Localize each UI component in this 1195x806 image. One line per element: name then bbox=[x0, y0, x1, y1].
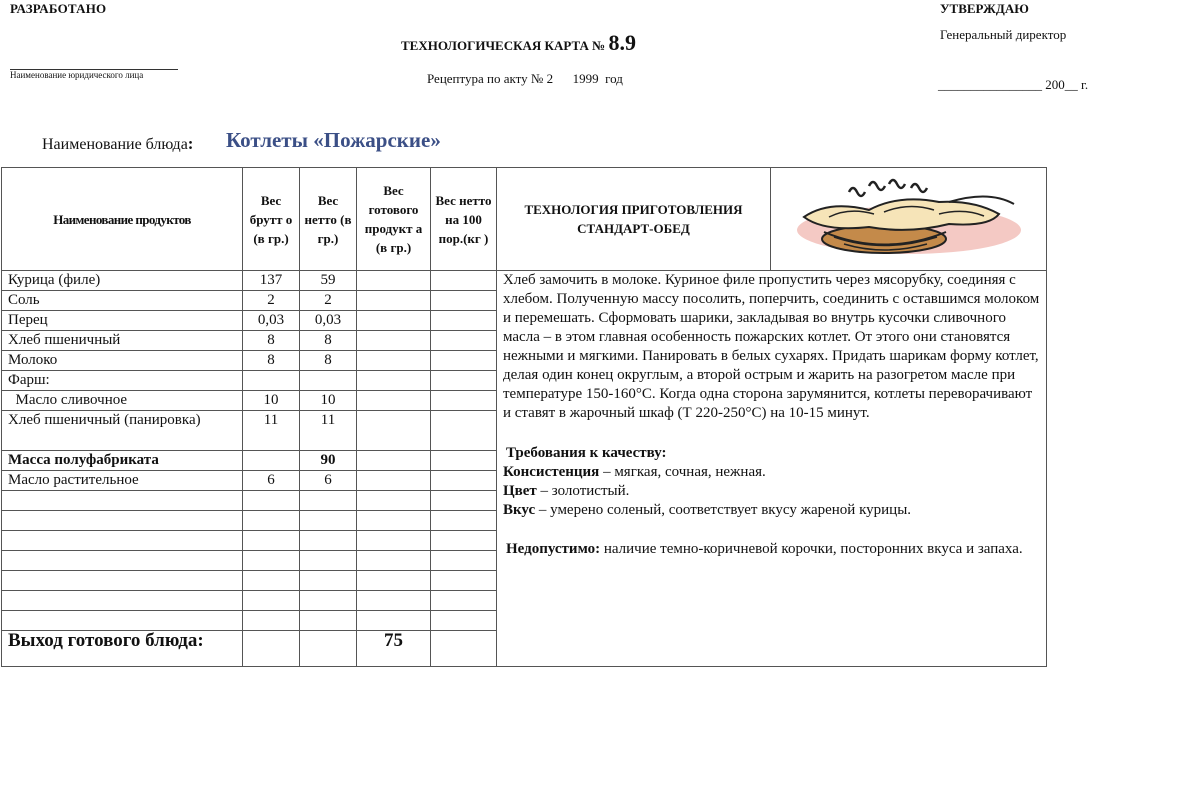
ingredient-net: 8 bbox=[300, 331, 357, 351]
ingredient-finished bbox=[357, 311, 431, 331]
empty-cell bbox=[243, 611, 300, 631]
table-row bbox=[2, 271, 1047, 291]
total-value: 75 bbox=[357, 631, 431, 667]
ingredient-net: 6 bbox=[300, 471, 357, 491]
ingredient-net: 90 bbox=[300, 451, 357, 471]
ingredient-net: 2 bbox=[300, 291, 357, 311]
ingredient-finished bbox=[357, 331, 431, 351]
quality-title: Требования к качеству: bbox=[506, 445, 667, 461]
ingredient-finished bbox=[357, 371, 431, 391]
ingredient-gross: 8 bbox=[243, 351, 300, 371]
ingredient-name: Соль bbox=[2, 291, 243, 311]
ingredient-name: Масло сливочное bbox=[2, 391, 243, 411]
empty-cell bbox=[2, 591, 243, 611]
ingredient-net: 59 bbox=[300, 271, 357, 291]
empty-cell bbox=[300, 511, 357, 531]
ingredient-name: Хлеб пшеничный (панировка) bbox=[2, 411, 243, 451]
dish-name: Котлеты «Пожарские» bbox=[226, 128, 441, 152]
empty-cell bbox=[2, 571, 243, 591]
ingredient-gross: 10 bbox=[243, 391, 300, 411]
empty-cell bbox=[357, 611, 431, 631]
header-net: Вес нетто (в гр.) bbox=[300, 168, 357, 271]
ingredient-rows bbox=[2, 271, 1047, 667]
empty-cell bbox=[431, 511, 497, 531]
empty-cell bbox=[300, 591, 357, 611]
ingredient-net100 bbox=[431, 311, 497, 331]
card-title bbox=[401, 30, 636, 56]
ingredient-name: Фарш: bbox=[2, 371, 243, 391]
empty-cell bbox=[243, 631, 300, 667]
empty-cell bbox=[357, 591, 431, 611]
ingredient-name: Масло растительное bbox=[2, 471, 243, 491]
technology-description bbox=[497, 271, 1047, 667]
ingredient-gross: 137 bbox=[243, 271, 300, 291]
ingredient-net100 bbox=[431, 351, 497, 371]
empty-cell bbox=[300, 551, 357, 571]
bread-basket-icon bbox=[789, 172, 1029, 262]
ingredient-gross: 8 bbox=[243, 331, 300, 351]
empty-cell bbox=[431, 631, 497, 667]
empty-cell bbox=[357, 551, 431, 571]
ingredient-finished bbox=[357, 271, 431, 291]
ingredient-finished bbox=[357, 291, 431, 311]
ingredient-finished bbox=[357, 451, 431, 471]
empty-cell bbox=[243, 571, 300, 591]
header-row bbox=[2, 168, 1047, 271]
ingredient-gross: 0,03 bbox=[243, 311, 300, 331]
empty-cell bbox=[2, 531, 243, 551]
empty-cell bbox=[300, 631, 357, 667]
card-number: 8.9 bbox=[608, 30, 636, 55]
ingredient-finished bbox=[357, 471, 431, 491]
ingredient-gross bbox=[243, 371, 300, 391]
empty-cell bbox=[243, 531, 300, 551]
header-gross: Вес брутт о (в гр.) bbox=[243, 168, 300, 271]
ingredient-name: Перец bbox=[2, 311, 243, 331]
recipe-act: Рецептура по акту № 2 1999 год bbox=[427, 71, 623, 86]
quality-color: Цвет – золотистый. bbox=[503, 483, 630, 499]
ingredient-net: 10 bbox=[300, 391, 357, 411]
empty-cell bbox=[300, 531, 357, 551]
ingredient-net100 bbox=[431, 331, 497, 351]
empty-cell bbox=[431, 551, 497, 571]
empty-cell bbox=[357, 571, 431, 591]
empty-cell bbox=[357, 491, 431, 511]
technology-card-table bbox=[1, 167, 1047, 667]
developed-label: РАЗРАБОТАНО bbox=[10, 1, 107, 16]
header-finished: Вес готового продукт а (в гр.) bbox=[357, 168, 431, 271]
ingredient-name: Хлеб пшеничный bbox=[2, 331, 243, 351]
ingredient-net100 bbox=[431, 471, 497, 491]
dish-label: Наименование блюда: bbox=[42, 134, 194, 153]
ingredient-net: 0,03 bbox=[300, 311, 357, 331]
header-product: Наименование продуктов bbox=[2, 168, 243, 271]
empty-cell bbox=[300, 611, 357, 631]
empty-cell bbox=[300, 491, 357, 511]
ingredient-gross bbox=[243, 451, 300, 471]
empty-cell bbox=[2, 551, 243, 571]
ingredient-net100 bbox=[431, 371, 497, 391]
unacceptable-note: Недопустимо: наличие темно-коричневой корочки, посторонних вкуса и запаха. bbox=[506, 541, 1023, 557]
empty-cell bbox=[357, 531, 431, 551]
empty-cell bbox=[431, 611, 497, 631]
empty-cell bbox=[243, 491, 300, 511]
ingredient-net100 bbox=[431, 411, 497, 451]
director-label: Генеральный директор bbox=[940, 27, 1067, 42]
approve-label: УТВЕРЖДАЮ bbox=[940, 1, 1029, 16]
total-label: Выход готового блюда: bbox=[2, 631, 243, 667]
card-title-prefix: ТЕХНОЛОГИЧЕСКАЯ КАРТА № bbox=[401, 38, 606, 53]
ingredient-name: Масса полуфабриката bbox=[2, 451, 243, 471]
empty-cell bbox=[431, 591, 497, 611]
empty-cell bbox=[431, 491, 497, 511]
header-technology: ТЕХНОЛОГИЯ ПРИГОТОВЛЕНИЯ СТАНДАРТ-ОБЕД bbox=[497, 168, 771, 271]
approve-date-line: ________________ 200__ г. bbox=[938, 77, 1089, 92]
ingredient-gross: 11 bbox=[243, 411, 300, 451]
header-net100: Вес нетто на 100 пор.(кг ) bbox=[431, 168, 497, 271]
bread-basket-icon bbox=[771, 168, 1047, 271]
quality-consistency: Консистенция – мягкая, сочная, нежная. bbox=[503, 464, 766, 480]
ingredient-net100 bbox=[431, 291, 497, 311]
empty-cell bbox=[357, 511, 431, 531]
ingredient-gross: 6 bbox=[243, 471, 300, 491]
ingredient-net100 bbox=[431, 451, 497, 471]
ingredient-net100 bbox=[431, 391, 497, 411]
ingredient-net: 11 bbox=[300, 411, 357, 451]
empty-cell bbox=[243, 511, 300, 531]
ingredient-net100 bbox=[431, 271, 497, 291]
ingredient-net: 8 bbox=[300, 351, 357, 371]
empty-cell bbox=[2, 491, 243, 511]
ingredient-gross: 2 bbox=[243, 291, 300, 311]
quality-taste: Вкус – умерено соленый, соответствует вкусу жареной курицы. bbox=[503, 502, 912, 518]
ingredient-finished bbox=[357, 351, 431, 371]
legal-entity-label: Наименование юридического лица bbox=[10, 70, 144, 80]
technology-text: Хлеб замочить в молоке. Куриное филе пропустить через мясорубку, соединяя с хлебом. Полученную массу посолить, поперчить, соединить с оставшимся молоком и перемешать. Сформовать шарики, закладывая во внутрь кусочки сливочного масла – в этом главная особенность пожарских котлет. От этого они становятся нежными и мягкими. Панировать в белых сухарях. Придать шарикам форму котлет, делая один конец округлым, а второй острым и жарить на разогретом масле при температуре 150-160°С. Когда одна сторона зарумянится, котлеты переворачивают и ставят в жарочный шкаф (Т 220-250°С) на 10-15 минут. bbox=[503, 272, 1040, 421]
ingredient-finished bbox=[357, 411, 431, 451]
empty-cell bbox=[300, 571, 357, 591]
empty-cell bbox=[2, 511, 243, 531]
ingredient-finished bbox=[357, 391, 431, 411]
empty-cell bbox=[2, 611, 243, 631]
empty-cell bbox=[431, 571, 497, 591]
ingredient-net bbox=[300, 371, 357, 391]
empty-cell bbox=[243, 551, 300, 571]
ingredient-name: Курица (филе) bbox=[2, 271, 243, 291]
ingredient-name: Молоко bbox=[2, 351, 243, 371]
empty-cell bbox=[431, 531, 497, 551]
empty-cell bbox=[243, 591, 300, 611]
